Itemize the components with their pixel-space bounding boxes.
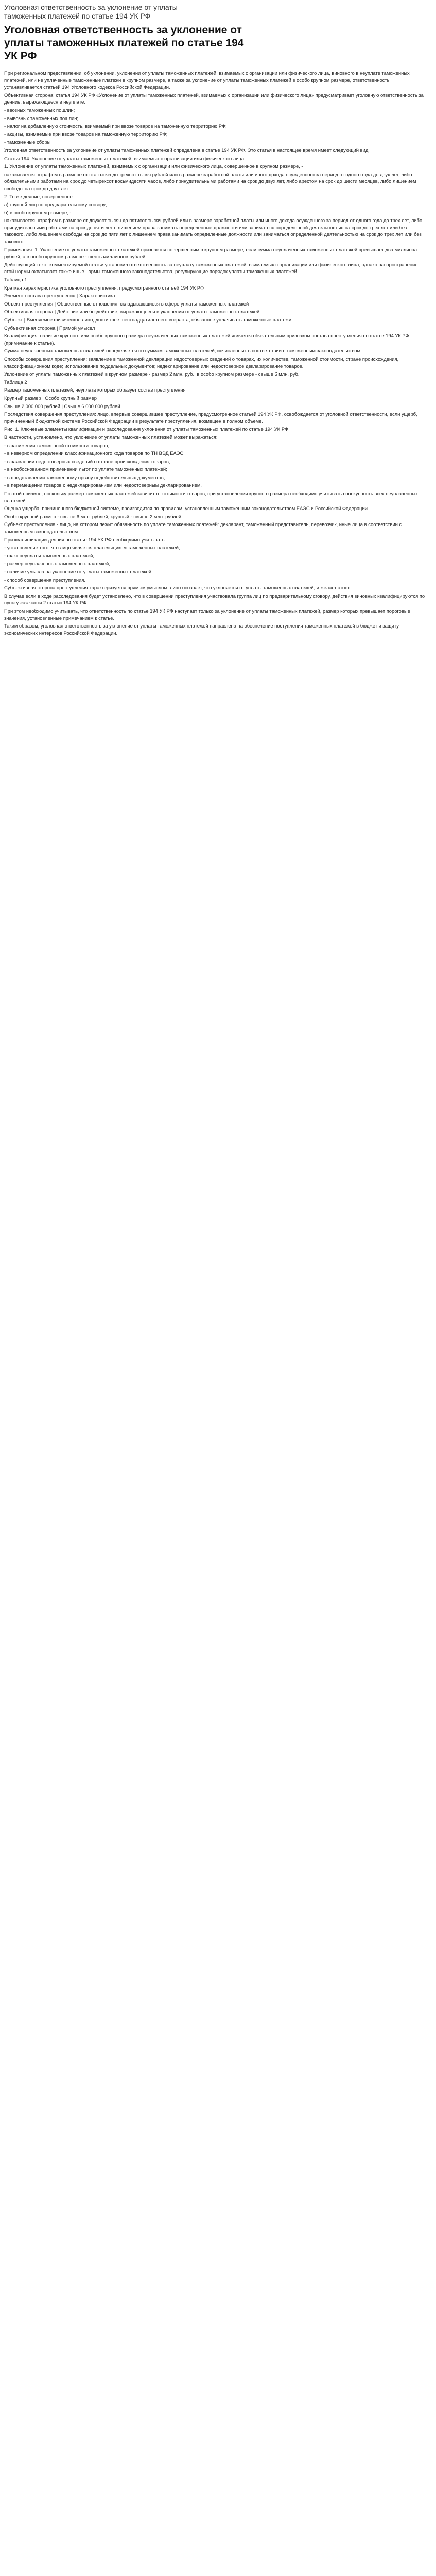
article-paragraph: - в занижении таможенной стоимости товаров; bbox=[4, 442, 110, 448]
article-paragraph: Уголовная ответственность за уклонение от уплаты таможенных платежей определена в статье 194 УК РФ. Это статья в настоящее время имеет следующий вид: bbox=[4, 147, 370, 153]
article-paragraph: В частности, установлено, что уклонение от уплаты таможенных платежей может выражаться: bbox=[4, 434, 218, 440]
article-paragraph: Размер таможенных платежей, неуплата которых образует состав преступления bbox=[4, 387, 186, 393]
article-paragraph: - наличие умысла на уклонение от уплаты таможенных платежей; bbox=[4, 569, 153, 574]
article-paragraph: Квалификация: наличие крупного или особо крупного размера неуплаченных таможенных платежей является обязательным признаком состава преступления по статье 194 УК РФ (примечание к статье). bbox=[4, 333, 411, 346]
article-paragraph: - факт неуплаты таможенных платежей; bbox=[4, 552, 94, 558]
article-paragraph: Сумма неуплаченных таможенных платежей определяется по суммам таможенных платежей, исчисленных в соответствии с таможенным законодательством. bbox=[4, 348, 362, 354]
article-paragraph: Таким образом, уголовная ответственность за уклонение от уплаты таможенных платежей направлена на обеспечение поступления таможенных платежей в бюджет и защиту экономических интересов Российской Федерации. bbox=[4, 623, 400, 636]
article-paragraph: Элемент состава преступления | Характеристика bbox=[4, 293, 115, 299]
article-paragraph: Способы совершения преступления: заявление в таможенной декларации недостоверных сведений о товарах, их количестве, таможенной стоимости, стране происхождения, классификационном коде; использование поддельных документов; недекларирование или недостоверное декларирование товаров. bbox=[4, 355, 400, 369]
article-paragraph: а) группой лиц по предварительному сговору; bbox=[4, 201, 107, 208]
article-paragraph: Примечания. 1. Уклонение от уплаты таможенных платежей признается совершенным в крупном размере, если сумма неуплаченных таможенных платежей превышает два миллиона рублей, а в особо крупном размере - шесть миллионов рублей. bbox=[4, 246, 418, 260]
article-paragraph: - в перемещении товаров с недекларированием или недостоверным декларированием. bbox=[4, 482, 202, 488]
article-paragraph: б) в особо крупном размере, - bbox=[4, 209, 72, 215]
article-paragraph: - в необоснованном применении льгот по уплате таможенных платежей; bbox=[4, 466, 167, 472]
article-paragraph: - ввозных таможенных пошлин; bbox=[4, 107, 75, 113]
article-paragraph: Субъект преступления - лицо, на котором лежит обязанность по уплате таможенных платежей: декларант, таможенный представитель, перевозчик, иные лица в соответствии с таможенным законодательством. bbox=[4, 521, 403, 535]
article-paragraph: Субъективная сторона преступления характеризуется прямым умыслом: лицо осознает, что уклоняется от уплаты таможенных платежей, и желает этого. bbox=[4, 585, 351, 591]
article-paragraph: Объективная сторона: статья 194 УК РФ «Уклонение от уплаты таможенных платежей, взимаемых с организации или физического лица» предусматривает уголовную ответственность за деяние, выражающееся в неуплате: bbox=[4, 92, 425, 105]
article-paragraph: 1. Уклонение от уплаты таможенных платежей, взимаемых с организации или физического лица, совершенное в крупном размере, - bbox=[4, 163, 303, 170]
article-paragraph: Субъективная сторона | Прямой умысел bbox=[4, 325, 95, 331]
article-paragraph: 2. То же деяние, совершенное: bbox=[4, 193, 74, 199]
page-heading-small: Уголовная ответственность за уклонение от уплаты таможенных платежей по статье 194 УК РФ bbox=[4, 3, 178, 20]
article-paragraph: Последствия совершения преступления: лицо, впервые совершившее преступление, предусмотренное статьей 194 УК РФ, освобождается от уголовной ответственности, если ущерб, причиненный бюджетной системе Российской Федерации в результате преступления, возмещен в полном объеме. bbox=[4, 411, 419, 424]
article-paragraph: - способ совершения преступления. bbox=[4, 577, 85, 583]
article-paragraph: наказывается штрафом в размере от ста тысяч до трехсот тысяч рублей или в размере заработной платы или иного дохода осужденного за период от одного года до двух лет, либо обязательными работами на срок до четырехсот восьмидесяти часов, либо принудительными работами на срок до двух лет, либо арестом на срок до шести месяцев, либо лишением свободы на срок до двух лет. bbox=[4, 171, 417, 191]
article-paragraph: При квалификации деяния по статье 194 УК РФ необходимо учитывать: bbox=[4, 536, 166, 543]
article-paragraph: Особо крупный размер - свыше 6 млн. рублей; крупный - свыше 2 млн. рублей. bbox=[4, 513, 183, 519]
article-paragraph: Оценка ущерба, причиненного бюджетной системе, производится по правилам, установленным таможенным законодательством ЕАЭС и Российской Федерации. bbox=[4, 505, 369, 512]
article-paragraph: При региональном представлении, об уклонении, уклонении от уплаты таможенных платежей, взимаемых с организации или физического лица, виновного в неуплате таможенных платежей, или не уплаченные таможенные платежи в крупном размере, а также за уклонение от уплаты таможенных платежей в особо крупном размере, ответственность устанавливается статьей 194 Уголовного кодекса Российской Федерации. bbox=[4, 70, 411, 90]
article-paragraph: - налог на добавленную стоимость, взимаемый при ввозе товаров на таможенную территорию РФ; bbox=[4, 123, 227, 129]
article-paragraph: - в представлении таможенному органу недействительных документов; bbox=[4, 474, 165, 480]
article-title: Уголовная ответственность за уклонение от уплаты таможенных платежей по статье 194 УК РФ bbox=[4, 24, 244, 62]
article-paragraph: Объективная сторона | Действие или бездействие, выражающееся в уклонении от уплаты таможенных платежей bbox=[4, 309, 260, 315]
article-paragraph: Свыше 2 000 000 рублей | Свыше 6 000 000 рублей bbox=[4, 403, 120, 409]
article-paragraph: В случае если в ходе расследования будет установлено, что в совершении преступления участвовала группа лиц по предварительному сговору, действия виновных квалифицируются по пункту «а» части 2 статьи 194 УК РФ. bbox=[4, 592, 426, 606]
article-body bbox=[4, 70, 426, 636]
article-page bbox=[0, 0, 436, 641]
article-paragraph: Действующий текст комментируемой статьи установил ответственность за неуплату таможенных платежей, взимаемых с организации или физического лица, однако распространение этой нормы охватывает также иные нормы таможенного законодательства, регулирующие порядок уплаты таможенных платежей. bbox=[4, 261, 420, 275]
article-paragraph: Таблица 1 bbox=[4, 277, 27, 283]
article-paragraph: По этой причине, поскольку размер таможенных платежей зависит от стоимости товаров, при установлении крупного размера необходимо учитывать совокупность всех неуплаченных платежей. bbox=[4, 490, 420, 503]
article-paragraph: Уклонение от уплаты таможенных платежей в крупном размере - размер 2 млн. руб.; в особо крупном размере - свыше 6 млн. руб. bbox=[4, 371, 300, 377]
article-paragraph: Объект преступления | Общественные отношения, складывающиеся в сфере уплаты таможенных платежей bbox=[4, 300, 249, 307]
article-paragraph: наказывается штрафом в размере от двухсот тысяч до пятисот тысяч рублей или в размере заработной платы или иного дохода осужденного за период от одного года до трех лет, либо принудительными работами на срок до пяти лет с лишением права занимать определенные должности или заниматься определенной деятельностью на срок до трех лет или без такового, либо лишением свободы на срок до пяти лет с лишением права занимать определенные должности или заниматься определенной деятельностью на срок до трех лет или без такового. bbox=[4, 217, 424, 245]
article-paragraph: Субъект | Вменяемое физическое лицо, достигшее шестнадцатилетнего возраста, обязанное уплачивать таможенные платежи bbox=[4, 317, 292, 323]
article-paragraph: - размер неуплаченных таможенных платежей; bbox=[4, 561, 110, 567]
article-paragraph: Рис. 1. Ключевые элементы квалификации и расследования уклонения от уплаты таможенных платежей по статье 194 УК РФ bbox=[4, 426, 289, 432]
article-paragraph: - в заявлении недостоверных сведений о стране происхождения товаров; bbox=[4, 458, 170, 464]
article-paragraph: - установление того, что лицо является плательщиком таможенных платежей; bbox=[4, 545, 180, 551]
article-paragraph: - акцизы, взимаемые при ввозе товаров на таможенную территорию РФ; bbox=[4, 131, 168, 137]
article-paragraph: Таблица 2 bbox=[4, 379, 27, 385]
article-paragraph: Краткая характеристика уголовного преступления, предусмотренного статьей 194 УК РФ bbox=[4, 284, 204, 291]
article-paragraph: При этом необходимо учитывать, что ответственность по статье 194 УК РФ наступает только за уклонение от уплаты таможенных платежей, размер которых превышает пороговые значения, установленные примечанием к статье. bbox=[4, 607, 412, 621]
article-paragraph: - в неверном определении классификационного кода товаров по ТН ВЭД ЕАЭС; bbox=[4, 450, 185, 456]
article-paragraph: Крупный размер | Особо крупный размер bbox=[4, 395, 97, 401]
article-paragraph: - таможенные сборы. bbox=[4, 139, 52, 145]
article-paragraph: - вывозных таможенных пошлин; bbox=[4, 115, 79, 121]
article-paragraph: Статья 194. Уклонение от уплаты таможенных платежей, взимаемых с организации или физического лица bbox=[4, 155, 245, 161]
